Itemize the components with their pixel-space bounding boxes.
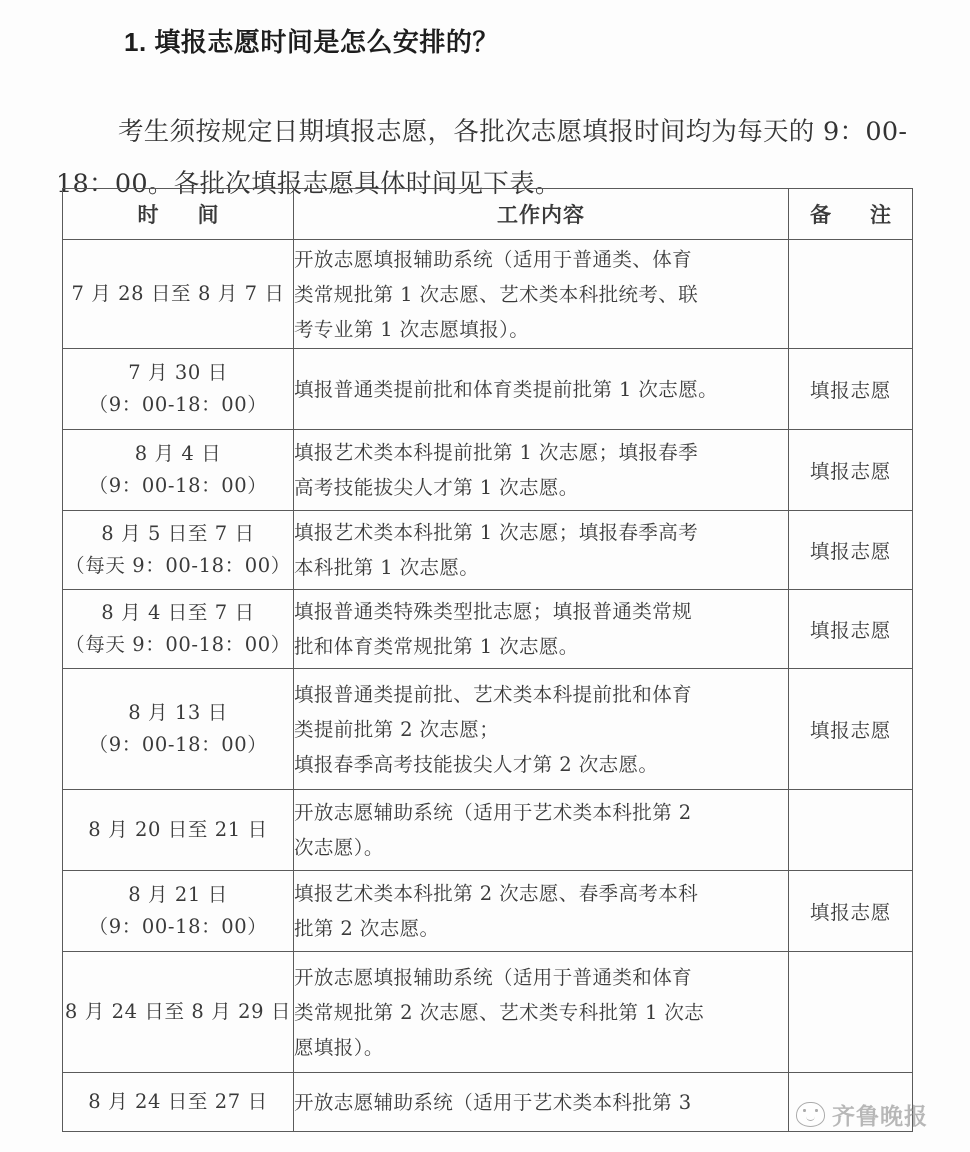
text-line: 次志愿）。 xyxy=(294,836,384,859)
text-line: 批和体育类常规批第 1 次志愿。 xyxy=(294,635,579,658)
cell-remark: 填报志愿 xyxy=(789,590,913,669)
table-row xyxy=(63,430,913,511)
text-line: 填报春季高考技能拔尖人才第 2 次志愿。 xyxy=(294,752,659,776)
text-line: 类提前批第 2 次志愿； xyxy=(294,717,500,741)
table-row xyxy=(63,669,913,790)
cell-time xyxy=(63,669,294,790)
text-line: 类常规批第 2 次志愿、艺术类专科批第 1 次志 xyxy=(294,1000,705,1024)
cell-work xyxy=(294,871,789,952)
text-line: 类常规批第 1 次志愿、艺术类本科批统考、联 xyxy=(294,282,699,306)
cell-time xyxy=(63,349,294,430)
cell-remark: 填报志愿 xyxy=(789,669,913,790)
cell-remark: 填报志愿 xyxy=(789,349,913,430)
table-row xyxy=(63,511,913,590)
text-line: 开放志愿填报辅助系统（适用于普通类和体育 xyxy=(294,965,693,989)
text-line: 8 月 4 日 xyxy=(134,442,222,465)
table-row xyxy=(63,952,913,1073)
text-line: （9：00-18：00） xyxy=(88,915,268,938)
text-line: 8 月 5 日至 7 日 xyxy=(101,522,255,545)
text-line: 8 月 21 日 xyxy=(128,883,228,906)
text-line: 开放志愿填报辅助系统（适用于普通类、体育 xyxy=(294,247,693,271)
table-row xyxy=(63,790,913,871)
cell-remark xyxy=(789,790,913,871)
text-line: 批第 2 次志愿。 xyxy=(294,917,440,940)
table-row xyxy=(63,590,913,669)
text-line: （9：00-18：00） xyxy=(88,474,268,497)
table-row xyxy=(63,871,913,952)
cell-time xyxy=(63,590,294,669)
smiley-face-icon xyxy=(796,1102,825,1127)
cell-time xyxy=(63,430,294,511)
text-line: 填报艺术类本科批第 2 次志愿、春季高考本科 xyxy=(294,882,699,905)
cell-work xyxy=(294,511,789,590)
text-line: 填报普通类提前批、艺术类本科提前批和体育 xyxy=(294,682,693,706)
cell-work xyxy=(294,669,789,790)
cell-time xyxy=(63,952,294,1073)
cell-work xyxy=(294,1073,789,1132)
watermark-label: 齐鲁晚报 xyxy=(832,1103,928,1129)
text-line: （9：00-18：00） xyxy=(88,733,268,756)
column-header-time: 时 间 xyxy=(63,189,294,240)
text-line: （9：00-18：00） xyxy=(88,393,268,416)
cell-remark xyxy=(789,240,913,349)
cell-work xyxy=(294,590,789,669)
text-line: 高考技能拔尖人才第 1 次志愿。 xyxy=(294,476,579,499)
cell-remark xyxy=(789,952,913,1073)
column-header-remark: 备 注 xyxy=(789,189,913,240)
publisher-watermark xyxy=(796,1098,928,1131)
text-line: 开放志愿辅助系统（适用于艺术类本科批第 3 xyxy=(294,1090,692,1114)
text-line: 7 月 30 日 xyxy=(128,361,228,384)
cell-work xyxy=(294,952,789,1073)
page-title: 1. 填报志愿时间是怎么安排的？ xyxy=(124,27,499,57)
cell-time xyxy=(63,790,294,871)
cell-time xyxy=(63,240,294,349)
cell-work xyxy=(294,790,789,871)
cell-time xyxy=(63,511,294,590)
table-row xyxy=(63,1073,913,1132)
table-header-row xyxy=(63,189,913,240)
cell-work xyxy=(294,240,789,349)
table-row xyxy=(63,349,913,430)
cell-time xyxy=(63,871,294,952)
column-header-work: 工作内容 xyxy=(294,189,789,240)
cell-work xyxy=(294,430,789,511)
volunteer-schedule-table xyxy=(62,188,913,1132)
cell-remark: 填报志愿 xyxy=(789,871,913,952)
text-line: 填报普通类提前批和体育类提前批第 1 次志愿。 xyxy=(294,377,719,401)
text-line: 填报艺术类本科批第 1 次志愿；填报春季高考 xyxy=(294,521,699,544)
text-line: 愿填报）。 xyxy=(294,1035,384,1059)
intro-paragraph: 考生须按规定日期填报志愿，各批次志愿填报时间均为每天的 9：00-18：00。各批次填报志愿具体时间见下表。 xyxy=(56,116,908,199)
text-line: 8 月 4 日至 7 日 xyxy=(101,601,255,624)
text-line: 8 月 13 日 xyxy=(128,701,228,724)
text-line: 本科批第 1 次志愿。 xyxy=(294,556,480,579)
text-line: （每天 9：00-18：00） xyxy=(65,554,291,577)
cell-work xyxy=(294,349,789,430)
text-line: 填报普通类特殊类型批志愿；填报普通类常规 xyxy=(294,600,693,623)
cell-remark: 填报志愿 xyxy=(789,511,913,590)
text-line: 8 月 24 日至 27 日 xyxy=(88,1090,268,1113)
text-line: 开放志愿辅助系统（适用于艺术类本科批第 2 xyxy=(294,801,692,824)
cell-time xyxy=(63,1073,294,1132)
text-line: 填报艺术类本科提前批第 1 次志愿；填报春季 xyxy=(294,441,699,464)
text-line: 8 月 20 日至 21 日 xyxy=(88,818,268,841)
text-line: 7 月 28 日至 8 月 7 日 xyxy=(71,282,285,305)
text-line: （每天 9：00-18：00） xyxy=(65,633,291,656)
text-line: 考专业第 1 次志愿填报）。 xyxy=(294,317,530,341)
cell-remark: 填报志愿 xyxy=(789,430,913,511)
table-body xyxy=(63,240,913,1132)
table-row xyxy=(63,240,913,349)
text-line: 8 月 24 日至 8 月 29 日 xyxy=(64,1000,292,1023)
